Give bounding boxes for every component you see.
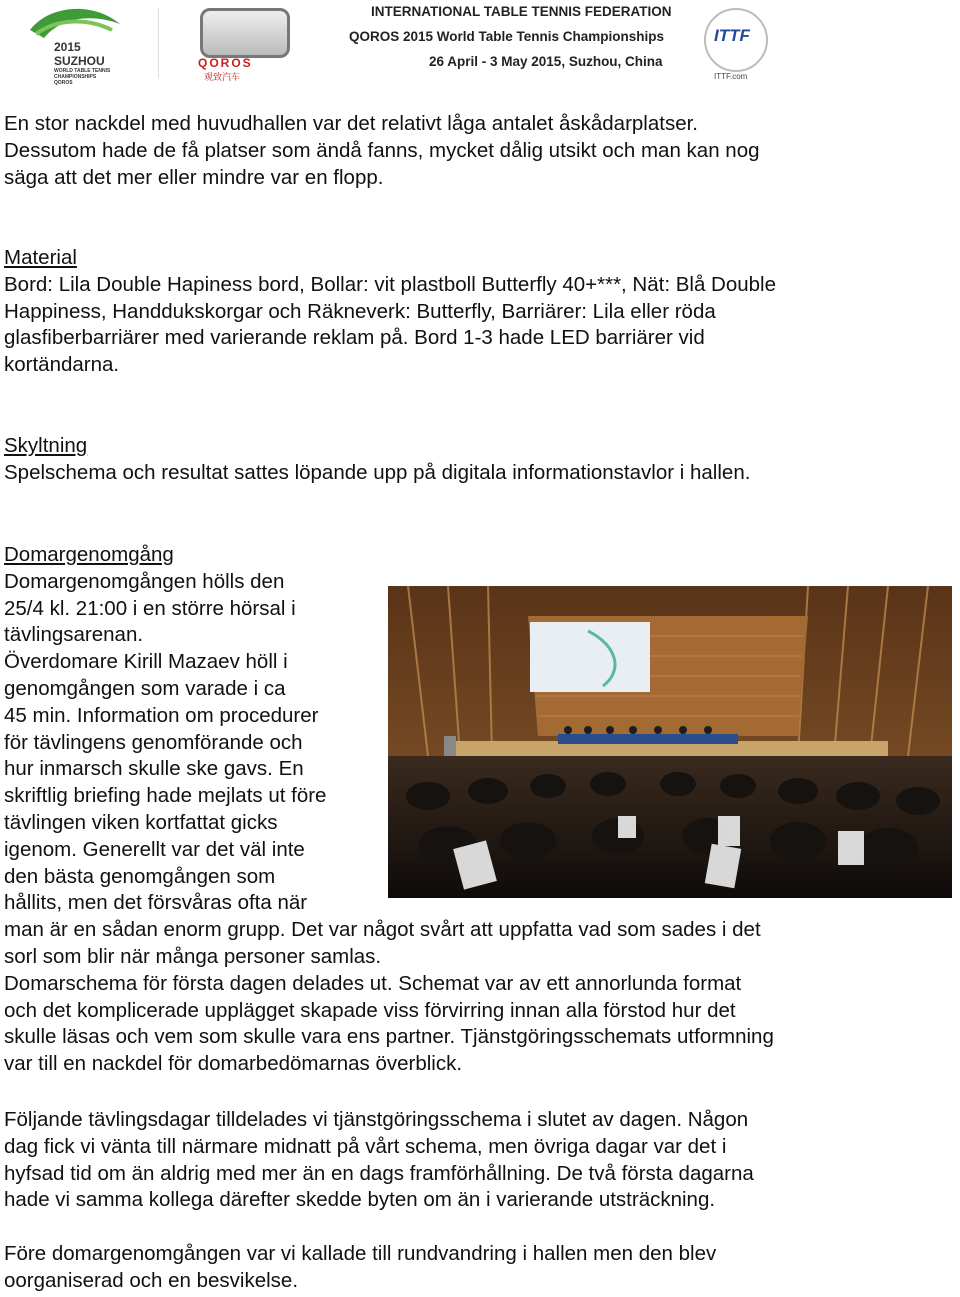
text-line: Spelschema och resultat sattes löpande upp på digitala informationstavlor i hallen. xyxy=(4,460,751,484)
text-line: hur inmarsch skulle ske gavs. En xyxy=(4,757,304,781)
text-line: Happiness, Handdukskorgar och Räkneverk: Butterfly, Barriärer: Lila eller röda xyxy=(4,299,716,323)
intro-paragraph xyxy=(4,111,760,191)
text-line: Följande tävlingsdagar tilldelades vi tjänstgöringsschema i slutet av dagen. Någon xyxy=(4,1108,749,1131)
header-divider xyxy=(158,8,159,78)
ittf-url: ITTF.com xyxy=(714,72,748,81)
section-heading: Domargenomgång xyxy=(4,543,174,566)
championship-name: QOROS 2015 World Table Tennis Championships xyxy=(349,29,665,44)
federation-name: INTERNATIONAL TABLE TENNIS FEDERATION xyxy=(371,4,672,19)
skyltning-section xyxy=(4,433,750,487)
event-dates: 26 April - 3 May 2015, Suzhou, China xyxy=(429,54,663,69)
qoros-chinese-name: 观致汽车 xyxy=(204,72,241,82)
text-line: igenom. Generellt var det väl inte xyxy=(4,837,305,861)
ittf-wordmark: ITTF xyxy=(714,26,750,45)
text-line: skriftlig briefing hade mejlats ut före xyxy=(4,784,327,808)
logo-event: WORLD TABLE TENNIS xyxy=(54,68,111,74)
text-line: hållits, men det försvåras ofta när xyxy=(4,891,308,915)
text-line: kortändarna. xyxy=(4,353,120,377)
text-line: hade vi samma kollega därefter skedde byten om än i varierande utsträckning. xyxy=(4,1188,716,1212)
text-line: säga att det mer eller mindre var en flopp. xyxy=(4,165,384,189)
text-line: glasfiberbarriärer med varierande reklam på. Bord 1-3 hade LED barriärer vid xyxy=(4,326,705,350)
text-line: sorl som blir när många personer samlas. xyxy=(4,944,382,968)
logo-city: SUZHOU xyxy=(54,54,105,68)
text-line: 25/4 kl. 21:00 i en större hörsal i xyxy=(4,596,296,620)
logo-event-2: CHAMPIONSHIPS xyxy=(54,74,97,80)
text-line: Dessutom hade de få platser som ändå fanns, mycket dålig utsikt och man kan nog xyxy=(4,138,760,162)
text-line: 45 min. Information om procedurer xyxy=(4,703,319,727)
text-line: Bord: Lila Double Hapiness bord, Bollar: vit plastboll Butterfly 40+***, Nät: Blå Double xyxy=(4,272,777,296)
text-line: var till en nackdel för domarbedömarnas överblick. xyxy=(4,1052,463,1076)
text-line: och det komplicerade upplägget skapade viss förvirring innan alla förstod hur det xyxy=(4,998,736,1022)
text-line: Överdomare Kirill Mazaev höll i xyxy=(4,650,288,674)
text-line: genomgången som varade i ca xyxy=(4,676,286,700)
ittf-logo xyxy=(700,4,770,84)
text-line: dag fick vi vänta till närmare midnatt på vårt schema, men övriga dagar var det i xyxy=(4,1134,727,1158)
qoros-logo xyxy=(196,6,296,82)
text-line: för tävlingens genomförande och xyxy=(4,730,303,754)
text-line: hyfsad tid om än aldrig med mer än en dags framförhållning. De två första dagarna xyxy=(4,1161,754,1185)
material-section xyxy=(4,245,776,379)
text-line: En stor nackdel med huvudhallen var det relativt låga antalet åskådarplatser. xyxy=(4,112,698,135)
text-line: Domarschema för första dagen delades ut. Schemat var av ett annorlunda format xyxy=(4,971,742,995)
auditorium-image xyxy=(388,586,952,898)
text-line: tävlingen viken kortfattat gicks xyxy=(4,810,278,834)
logo-sponsor: QOROS xyxy=(54,80,73,86)
page-header xyxy=(0,0,960,90)
text-line: den bästa genomgången som xyxy=(4,864,276,888)
text-line: man är en sådan enorm grupp. Det var något svårt att uppfatta vad som sades i det xyxy=(4,918,761,942)
logo-year: 2015 xyxy=(54,40,81,54)
qoros-badge-icon xyxy=(200,8,290,58)
suzhou-2015-logo xyxy=(22,4,132,84)
text-line: tävlingsarenan. xyxy=(4,623,144,647)
text-line: Före domargenomgången var vi kallade till rundvandring i hallen men den blev xyxy=(4,1242,717,1265)
schedule-paragraph xyxy=(4,1107,754,1214)
qoros-wordmark: QOROS xyxy=(198,56,253,70)
tour-paragraph xyxy=(4,1241,716,1295)
text-line: oorganiserad och en besvikelse. xyxy=(4,1268,299,1292)
lecture-hall-photo xyxy=(388,586,952,898)
text-line: Domargenomgången hölls den xyxy=(4,569,285,593)
section-heading: Material xyxy=(4,246,77,269)
section-heading: Skyltning xyxy=(4,434,88,457)
text-line: skulle läsas och vem som skulle vara ens partner. Tjänstgöringsschemats utformning xyxy=(4,1025,774,1049)
